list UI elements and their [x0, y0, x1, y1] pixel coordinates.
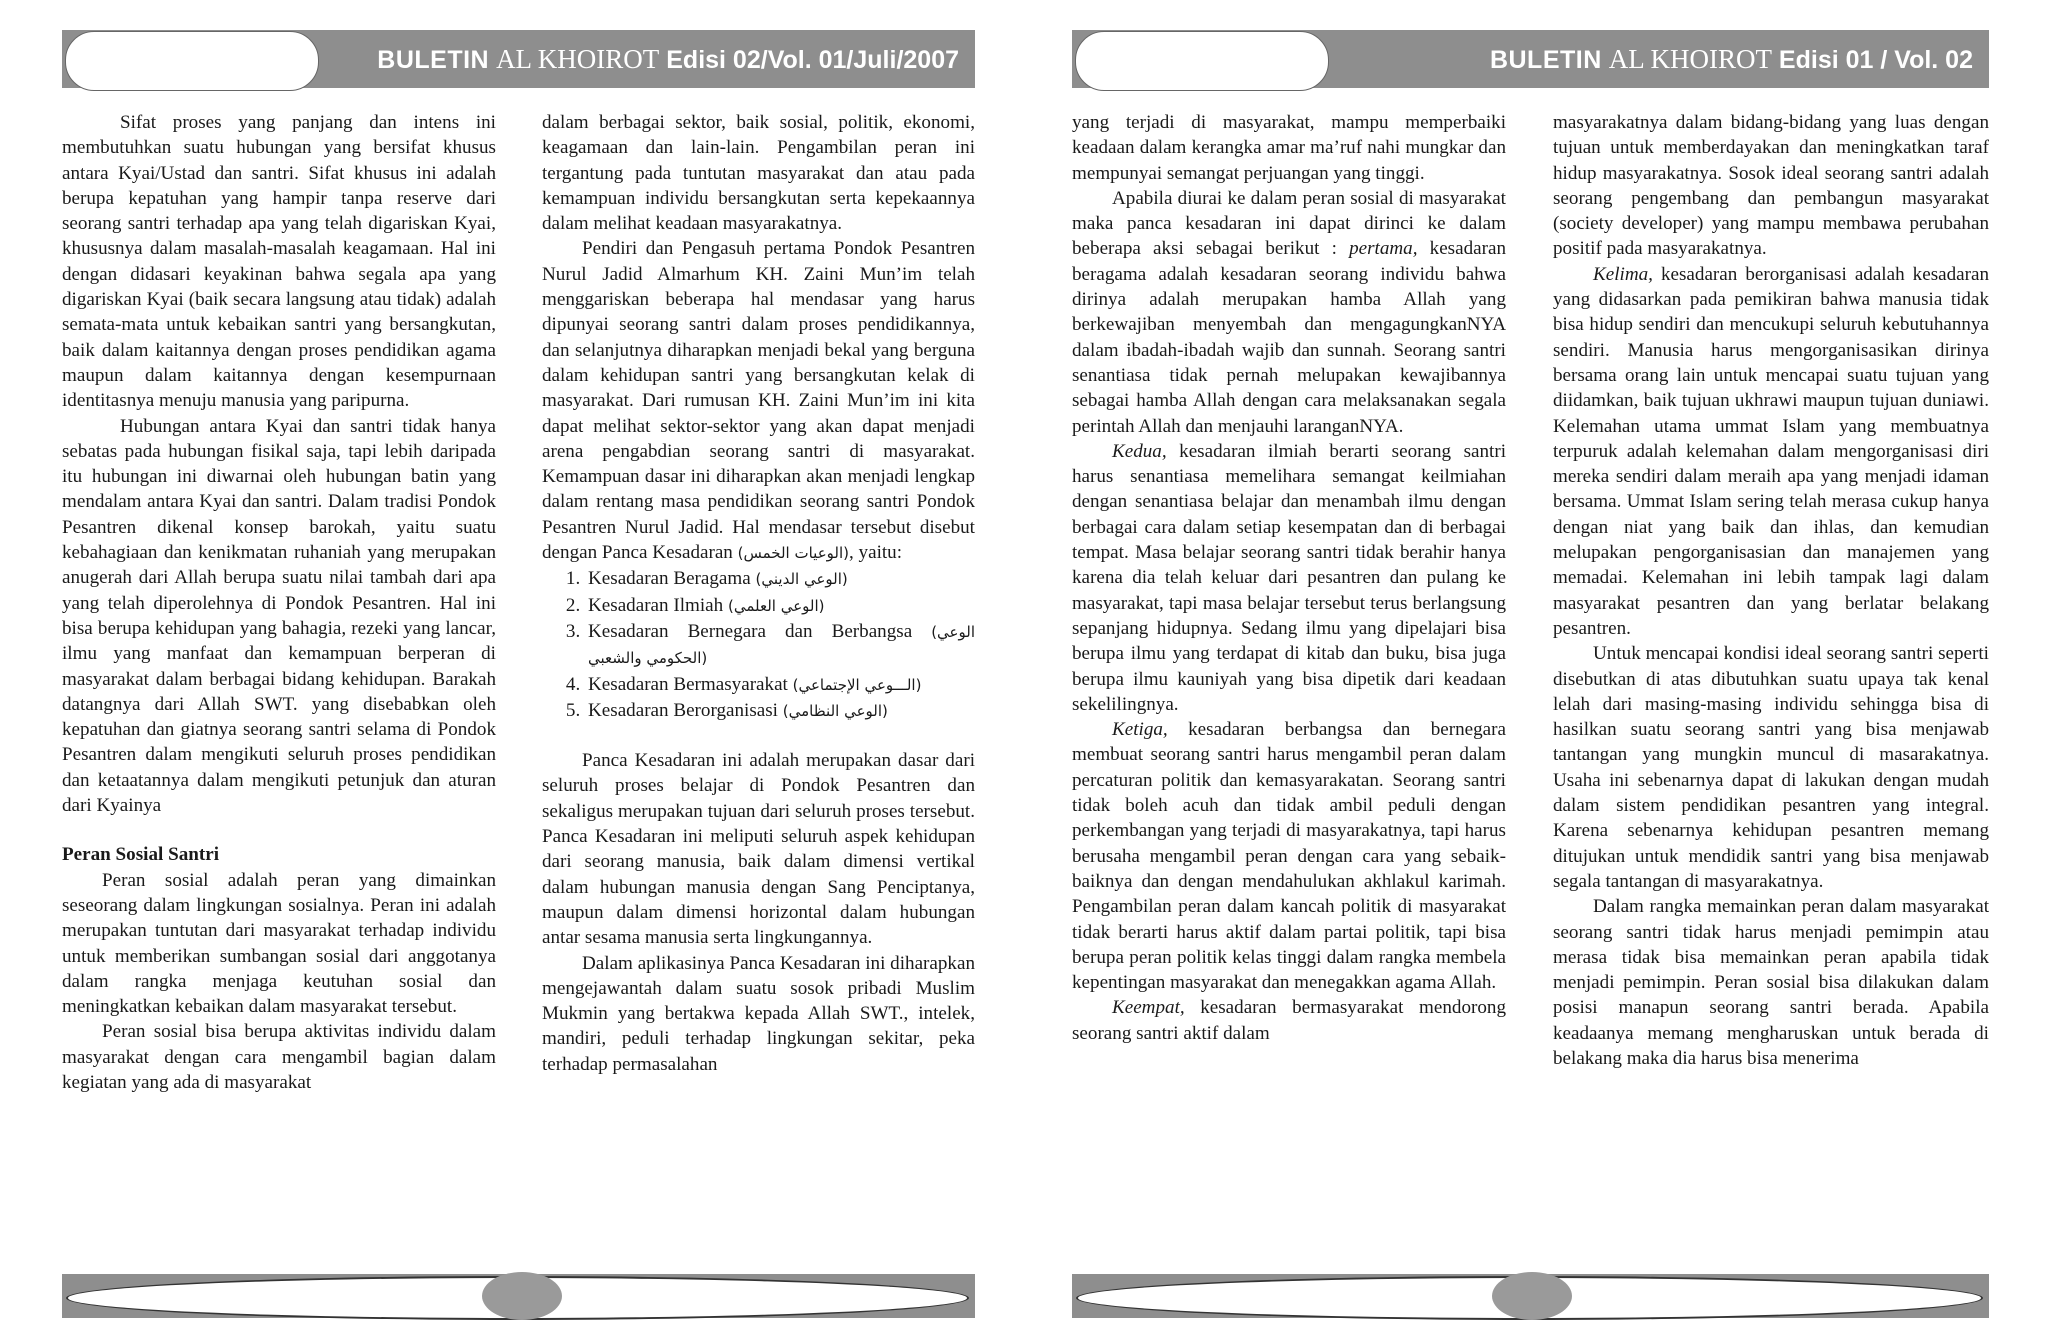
paragraph-text: kesadaran bermasyarakat mendorong seorang santri aktif dalam — [1072, 997, 1506, 1044]
paragraph-text: kesadaran ilmiah berarti seorang santri harus senantiasa memelihara semangat keilmiahan dengan senantiasa belajar dan menambah ilmu dengan berbagai cara dalam setiap kesempatan dan di berbagai tempat. Masa belajar seorang santri tidak berahir hanya karena dia telah keluar dari pesantren dan pulang ke masyarakat, tapi masa belajar tersebut terus berlangsung sepanjang hidupnya. Sedang ilmu yang dipelajari bisa berupa ilmu yang terdapat di kitab dan buku, bisa juga berupa ilmu kauniyah yang bisa dipetik dari keadaan sekelilingnya. — [1072, 440, 1506, 715]
emphasis: pertama, — [1349, 238, 1418, 260]
page-number-circle — [482, 1272, 562, 1320]
paragraph — [1072, 717, 1506, 995]
header-title — [1490, 43, 1973, 76]
paragraph: Peran sosial bisa berupa aktivitas individu dalam masyarakat dengan cara mengambil bagian dalam kegiatan yang ada di masyarakat — [62, 1021, 496, 1093]
paragraph: Peran sosial adalah peran yang dimainkan seseorang dalam lingkungan sosialnya. Peran ini adalah merupakan tuntutan dari masyarakat terhadap individu untuk memberikan sumbangan sosial dari anggotanya dalam rangka menjaga keutuhan sosial dan meningkatkan kebaikan dalam masyarakat tersebut. — [62, 869, 496, 1018]
paragraph: yang terjadi di masyarakat, mampu memperbaiki keadaan dalam kerangka amar ma’ruf nahi mungkar dan mempunyai semangat perjuangan yang tinggi. — [1072, 112, 1506, 184]
paragraph — [1072, 186, 1506, 439]
paragraph: Dalam aplikasinya Panca Kesadaran ini diharapkan mengejawantah dalam suatu sosok pribadi Muslim Mukmin yang bertakwa kepada Allah SWT., intelek, mandiri, peduli terhadap lingkungan sekitar, peka terhadap permasalahan — [542, 952, 975, 1075]
footer-bar — [62, 1274, 975, 1318]
paragraph: Dalam rangka memainkan peran dalam masyarakat seorang santri tidak harus menjadi pemimpin atau merasa tidak bisa memainkan peran apabila tidak menjadi pemimpin. Peran sosial bisa dilakukan dalam posisi manapun seorang santri berada. Apabila keadaanya memang mengharuskan untuk berada di belakang maka dia harus bisa menerima — [1553, 896, 1989, 1069]
panca-kesadaran-list — [542, 566, 975, 724]
paragraph-text: kesadaran beragama adalah kesadaran seorang individu bahwa dirinya adalah merupakan hamba Allah yang berkewajiban menyembah dan mengagungkanNYA dalam ibadah-ibadah wajib dan sunnah. Seorang santri senantiasa tidak pernah melupakan kewajibannya sebagai hamba Allah dengan cara melaksanakan segala perintah Allah dan menjauhi laranganNYA. — [1072, 238, 1506, 437]
header-buletin: BULETIN — [377, 46, 490, 74]
header-bar — [62, 30, 975, 88]
right-page — [1010, 0, 2048, 1339]
left-page — [0, 0, 1000, 1339]
arabic-text: (الوعي النظامي) — [782, 701, 888, 720]
paragraph-text: Apabila diurai ke dalam peran sosial di masyarakat maka panca kesadaran ini dapat dirinci ke dalam beberapa aksi sebagai berikut : — [1072, 187, 1506, 260]
header-title — [377, 43, 959, 76]
emphasis: Kedua, — [1112, 440, 1167, 462]
list-item-text: Kesadaran Ilmiah — [588, 594, 728, 616]
column-1 — [1072, 110, 1506, 1046]
page-number-circle — [1492, 1272, 1572, 1320]
paragraph — [1072, 995, 1506, 1046]
paragraph-text: kesadaran berbangsa dan bernegara membuat seorang santri harus mengambil peran dalam percaturan politik dan kemasyarakatan. Seorang santri tidak boleh acuh dan tidak ambil peduli dengan perkembangan yang terjadi di masyarakatnya, tapi harus berusaha mengambil peran dengan cara yang sebaik-baiknya dan dengan mendahulukan akhlakul karimah. Pengambilan peran dalam kancah politik di masyarakat tidak berarti harus aktif dalam partai politik, tapi bisa berupa peran politik kelas tinggi dalam rangka membela kepentingan masyarakat dan menegakkan agama Allah. — [1072, 719, 1506, 994]
column-2 — [542, 110, 975, 1077]
header-edition: Edisi 02/Vol. 01/Juli/2007 — [666, 46, 959, 74]
emphasis: Keempat, — [1112, 997, 1185, 1019]
paragraph: Untuk mencapai kondisi ideal seorang santri seperti disebutkan di atas dibutuhkan suatu upaya tak kenal lelah dari masing-masing individu sehingga bisa di hasilkan suatu seorang santri yang bisa menjawab tantangan yang mungkin muncul di masarakatnya. Usaha ini sebenarnya dapat di lakukan dengan mudah dalam sistem pendidikan pesantren yang integral. Karena sebenarnya kehidupan pesantren memang ditujukan untuk mendidik santri yang bisa menjawab segala tantangan di masyarakatnya. — [1553, 643, 1989, 892]
arabic-text: (الوعيات الخمس) — [737, 544, 849, 563]
paragraph — [1072, 439, 1506, 717]
header-bar — [1072, 30, 1989, 88]
paragraph-text-end: , yaitu: — [849, 542, 903, 564]
list-item — [585, 566, 975, 592]
column-2 — [1553, 110, 1989, 1071]
header-oval — [65, 31, 319, 91]
paragraph-text: Pendiri dan Pengasuh pertama Pondok Pesantren Nurul Jadid Almarhum KH. Zaini Mun’im telah menggariskan beberapa hal mendasar yang harus dipunyai seorang santri dalam proses pendidikannya, dan selanjutnya diharapkan menjadi bekal yang berguna dalam kehidupan santri yang bersangkutan kelak di masyarakat. Dari rumusan KH. Zaini Mun’im ini kita dapat melihat sektor-sektor yang akan dapat menjadi arena pengabdian seorang santri di masyarakat. Kemampuan dasar ini diharapkan akan menjadi lengkap dalam rentang masa pendidikan seorang santri Pondok Pesantren Nurul Jadid. Hal mendasar tersebut disebut dengan Panca Kesadaran — [542, 238, 975, 564]
paragraph: Hubungan antara Kyai dan santri tidak hanya sebatas pada hubungan fisikal saja, tapi lebih daripada itu hubungan ini diwarnai oleh hubungan batin yang mendalam antara Kyai dan santri. Dalam tradisi Pondok Pesantren dikenal konsep barokah, yaitu suatu kebahagiaan dan kenikmatan ruhaniah yang merupakan anugerah dari Allah berupa suatu nilai tambah dari apa yang telah diperolehnya di Pondok Pesantren. Hal ini bisa berupa kehidupan yang bahagia, rezeki yang lancar, ilmu yang manfaat dan kemampuan berperan di masyarakat dalam berbagai bidang kehidupan. Barakah datangnya dari Allah SWT. yang disebabkan oleh kepatuhan dan giatnya seorang santri selama di Pondok Pesantren dalam mengikuti seluruh proses pendidikan dan ketaatannya dalam mengikuti petunjuk dan aturan dari Kyainya — [62, 415, 496, 817]
paragraph: Panca Kesadaran ini adalah merupakan dasar dari seluruh proses belajar di Pondok Pesantren dan sekaligus merupakan tujuan dari seluruh proses tersebut. Panca Kesadaran ini meliputi seluruh aspek kehidupan dari seorang manusia, baik dalam dimensi vertikal dalam hubungan manusia dengan Sang Penciptanya, maupun dalam dimensi horizontal dalam hubungan antar sesama manusia serta lingkungannya. — [542, 750, 975, 949]
paragraph: dalam berbagai sektor, baik sosial, politik, ekonomi, keagamaan dan lain-lain. Pengambilan peran ini tergantung pada tuntutan masyarakat dan atau pada kemampuan individu bersangkutan serta kepekaannya dalam melihat keadaan masyarakatnya. — [542, 112, 975, 235]
arabic-text: (الوعي الديني) — [755, 570, 848, 589]
footer-bar — [1072, 1274, 1989, 1318]
list-item-text: Kesadaran Bermasyarakat — [588, 673, 793, 695]
list-item — [585, 619, 975, 672]
list-item-text: Kesadaran Beragama — [588, 568, 756, 590]
paragraph: masyarakatnya dalam bidang-bidang yang luas dengan tujuan untuk memberdayakan dan meningkatkan taraf hidup masyarakatnya. Sosok ideal seorang santri adalah seorang pengembang dan pembangun masyarakat (society developer) yang mampu membawa perubahan positif pada masyarakatnya. — [1553, 112, 1989, 260]
paragraph — [1553, 262, 1989, 641]
emphasis: Ketiga, — [1112, 719, 1168, 741]
arabic-text: (الوعي العلمي) — [727, 596, 825, 615]
arabic-text: (الوعي الحكومي والشعبي) — [588, 622, 975, 668]
header-name: AL KHOIROT — [496, 44, 660, 74]
paragraph: Sifat proses yang panjang dan intens ini membutuhkan suatu hubungan yang bersifat khusus antara Kyai/Ustad dan santri. Sifat khusus ini adalah berupa kepatuhan yang hampir tanpa reserve dari seorang santri terhadap apa yang telah digariskan Kyai, khususnya dalam masalah-masalah keagamaan. Hal ini dengan didasari keyakinan bahwa segala apa yang digariskan Kyai (baik secara langsung atau tidak) adalah semata-mata untuk kebaikan santri yang bersangkutan, baik dalam kaitannya dengan proses pendidikan agama maupun dalam kaitannya dengan kesempurnaan identitasnya menuju manusia yang paripurna. — [62, 112, 496, 412]
header-oval — [1075, 31, 1329, 91]
paragraph-text: kesadaran berorganisasi adalah kesadaran yang didasarkan pada pemikiran bahwa manusia tidak bisa hidup sendiri dan mencukupi seluruh kebutuhannya sendiri. Manusia harus mengorganisasikan dirinya bersama orang lain untuk mencapai suatu tujuan yang diidamkan, baik tujuan ukhrawi maupun tujuan duniawi. Kelemahan utama ummat Islam yang membuatnya terpuruk adalah kelemahan dalam mengorganisasi diri mereka sendiri dalam meraih apa yang menjadi idaman bersama. Ummat Islam sering telah merasa cukup hanya dengan niat yang baik dan ihlas, dan kemudian melupakan pengorganisasian dan manajemen yang memadai. Kelemahan ini lebih tampak lagi dalam masyarakat pesantren dan yang berlatar belakang pesantren. — [1553, 263, 1989, 639]
section-heading: Peran Sosial Santri — [62, 844, 220, 866]
header-buletin: BULETIN — [1489, 46, 1602, 74]
list-item — [585, 698, 975, 724]
emphasis: Kelima, — [1593, 263, 1653, 285]
list-item-text: Kesadaran Bernegara dan Berbangsa — [588, 620, 932, 642]
list-item — [585, 593, 975, 619]
header-name: AL KHOIROT — [1608, 44, 1772, 74]
header-edition: Edisi 01 / Vol. 02 — [1778, 46, 1973, 74]
list-item-text: Kesadaran Berorganisasi — [588, 699, 783, 721]
paragraph — [542, 236, 975, 566]
column-1 — [62, 110, 496, 1095]
list-item — [585, 672, 975, 698]
arabic-text: (الـــوعي الإجتماعي) — [792, 675, 922, 694]
